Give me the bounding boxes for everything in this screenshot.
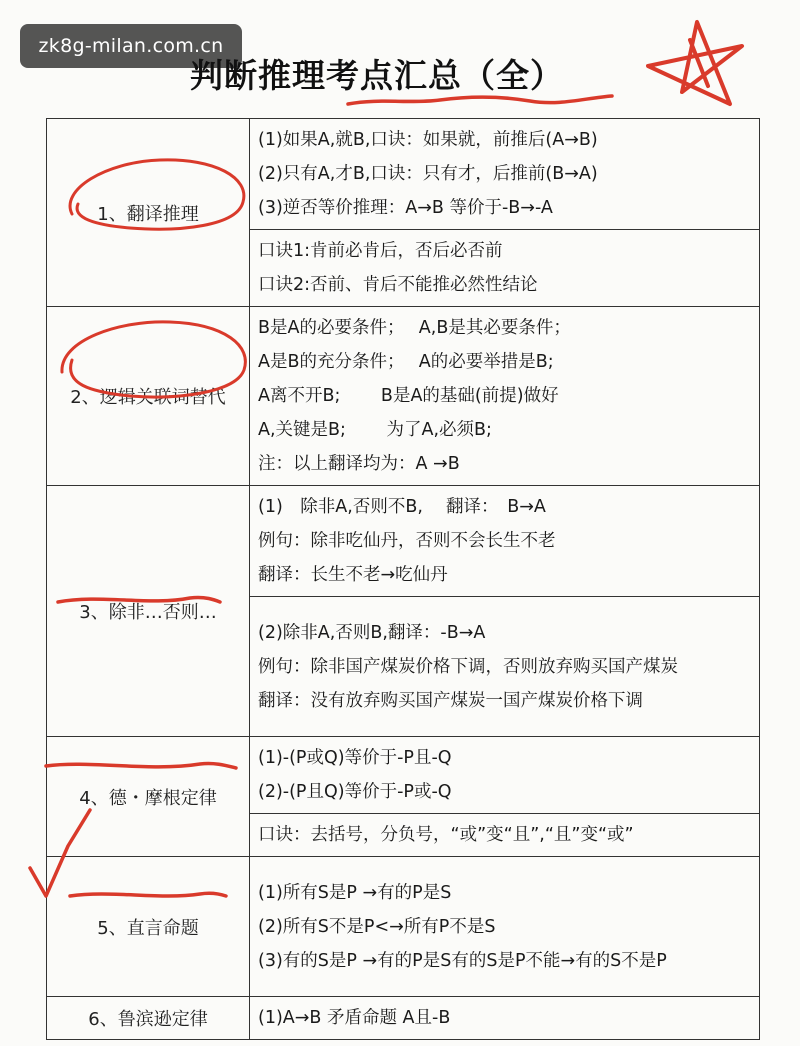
content-line: (2)所有S不是P<→所有P不是S bbox=[258, 916, 496, 937]
content-cell bbox=[250, 119, 760, 230]
content-line: (1)所有S是P →有的P是S bbox=[258, 882, 452, 903]
table-row bbox=[47, 857, 760, 997]
section-label-unless-otherwise: 3、除非…否则… bbox=[47, 486, 250, 737]
content-line: (1)A→B 矛盾命题 A且-B bbox=[258, 1008, 451, 1028]
section-label-categorical-proposition: 5、直言命题 bbox=[47, 857, 250, 997]
content-line: (2)除非A,否则B,翻译：-B→A bbox=[258, 622, 486, 643]
content-cell bbox=[250, 814, 760, 857]
section-label-logical-connective-substitution: 2、逻辑关联词替代 bbox=[47, 307, 250, 486]
content-line: (2)只有A,才B,口诀：只有才，后推前(B→A) bbox=[258, 164, 598, 184]
section-label-robinson-law: 6、鲁滨逊定律 bbox=[47, 997, 250, 1040]
content-line: 注：以上翻译均为：A →B bbox=[258, 454, 460, 474]
content-cell bbox=[250, 857, 760, 997]
content-cell bbox=[250, 597, 760, 737]
content-line: 翻译：没有放弃购买国产煤炭一国产煤炭价格下调 bbox=[258, 690, 643, 711]
content-line: 口诀1:肯前必肯后，否后必否前 bbox=[258, 241, 503, 261]
section-label-translation-reasoning: 1、翻译推理 bbox=[47, 119, 250, 307]
content-cell bbox=[250, 737, 760, 814]
content-line: (3)有的S是P →有的P是S有的S是P不能→有的S不是P bbox=[258, 950, 667, 971]
content-line: B是A的必要条件； A,B是其必要条件； bbox=[258, 318, 571, 338]
content-line: (1) 除非A,否则不B, 翻译： B→A bbox=[258, 497, 546, 517]
content-line: (1)-(P或Q)等价于-P且-Q bbox=[258, 748, 452, 768]
content-cell bbox=[250, 486, 760, 597]
content-line: A,关键是B; 为了A,必须B; bbox=[258, 420, 492, 440]
content-line: A离不开B; B是A的基础(前提)做好 bbox=[258, 386, 559, 406]
watermark-badge: zk8g-milan.com.cn bbox=[20, 24, 242, 68]
key-points-table bbox=[46, 118, 760, 1040]
table-row bbox=[47, 997, 760, 1040]
content-line: (2)-(P且Q)等价于-P或-Q bbox=[258, 782, 452, 802]
table-row bbox=[47, 307, 760, 486]
content-line: A是B的充分条件； A的必要举措是B; bbox=[258, 352, 554, 372]
content-cell bbox=[250, 230, 760, 307]
title-underline-icon bbox=[348, 96, 612, 104]
table-row bbox=[47, 486, 760, 597]
content-line: (3)逆否等价推理：A→B 等价于-B→-A bbox=[258, 198, 553, 218]
content-line: 翻译：长生不老→吃仙丹 bbox=[258, 565, 448, 585]
section-label-de-morgan-law: 4、德・摩根定律 bbox=[47, 737, 250, 857]
content-line: 例句：除非吃仙丹，否则不会长生不老 bbox=[258, 531, 556, 551]
content-line: 口诀2:否前、肯后不能推必然性结论 bbox=[258, 275, 538, 295]
content-cell bbox=[250, 997, 760, 1040]
table-row bbox=[47, 737, 760, 814]
content-cell bbox=[250, 307, 760, 486]
table-row bbox=[47, 119, 760, 230]
star-doodle-icon bbox=[648, 22, 742, 104]
page-title: 判断推理考点汇总（全） bbox=[190, 56, 564, 95]
content-line: 例句：除非国产煤炭价格下调，否则放弃购买国产煤炭 bbox=[258, 656, 678, 677]
content-line: (1)如果A,就B,口诀：如果就，前推后(A→B) bbox=[258, 130, 598, 150]
content-line: 口诀：去括号，分负号，“或”变“且”,“且”变“或” bbox=[258, 825, 634, 845]
